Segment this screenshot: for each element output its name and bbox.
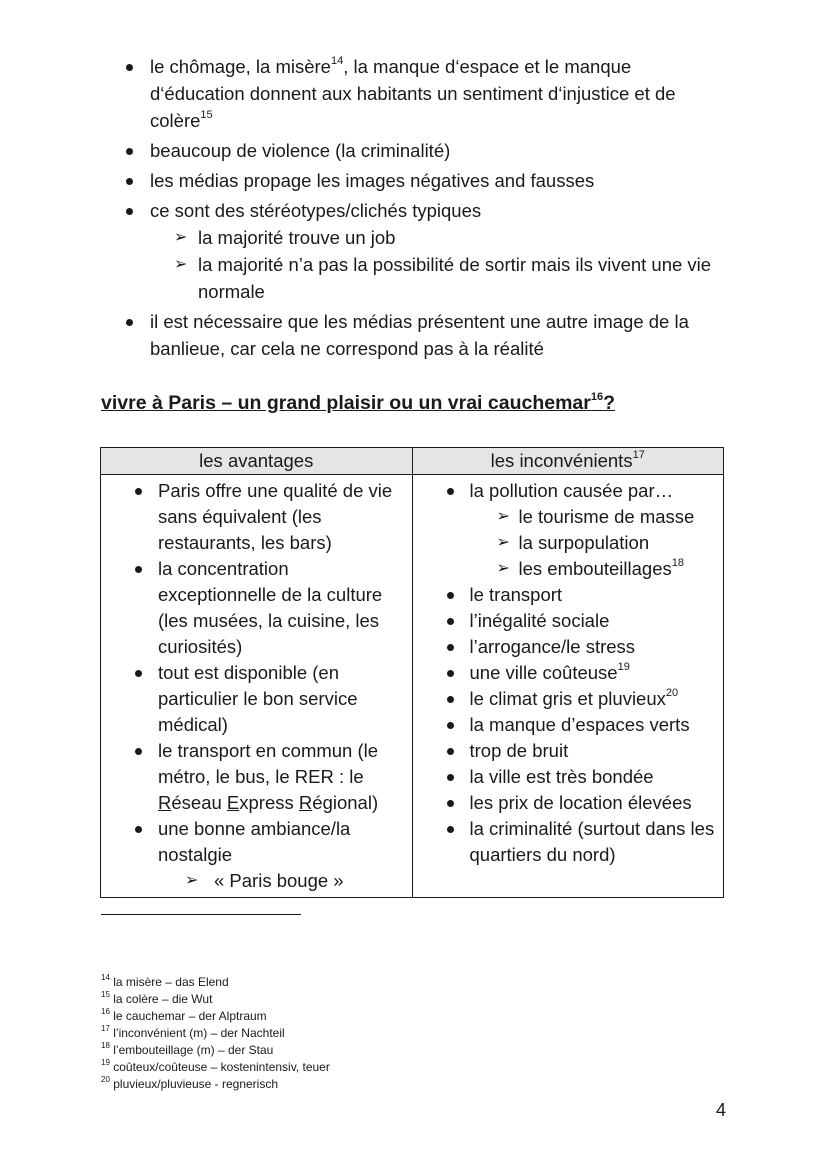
list-item: la concentration exceptionnelle de la culture (les musées, la cuisine, les curiosités) — [101, 556, 412, 660]
bullet-icon — [447, 592, 454, 599]
list-item: la criminalité (surtout dans les quartiers du nord) — [413, 816, 724, 868]
list-item: la ville est très bondée — [413, 764, 724, 790]
list-item: Paris offre une qualité de vie sans équivalent (les restaurants, les bars) — [101, 478, 412, 556]
bullet-icon — [447, 722, 454, 729]
list-item: tout est disponible (en particulier le bon service médical) — [101, 660, 412, 738]
bullet-icon — [126, 148, 133, 155]
sub-list-item: ➢ la surpopulation — [413, 530, 724, 556]
bullet-icon — [447, 826, 454, 833]
sub-list-item: ➢ la majorité trouve un job — [174, 224, 722, 251]
comparison-table — [100, 447, 724, 898]
footnote-ref[interactable]: 19 — [617, 660, 630, 673]
page-number: 4 — [716, 1100, 727, 1120]
list-item: le climat gris et pluvieux$^{20}$ — [413, 686, 724, 712]
footnote: $^{17}$ l’inconvénient (m) – der Nachteil — [101, 1024, 285, 1040]
arrow-bullet-icon: ➢ — [174, 229, 188, 246]
bullet-icon — [126, 208, 133, 215]
list-item: la pollution causée par… — [413, 478, 724, 504]
bullet-icon — [126, 319, 133, 326]
list-item: les médias propage les images négatives and fausses — [122, 167, 722, 194]
list-item: ce sont des stéréotypes/clichés typiques ➢ la majorité trouve un job ➢ la majorité n’a pas la possibilité de sortir mais ils vivent une vie normale — [122, 197, 722, 305]
footnote: $^{19}$ coûteux/coûteuse – kostenintensiv, teuer — [101, 1058, 330, 1074]
arrow-bullet-icon: ➢ — [174, 256, 188, 273]
bullet-icon — [447, 748, 454, 755]
sub-list-item: ➢ la majorité n’a pas la possibilité de sortir mais ils vivent une vie normale — [174, 251, 722, 305]
footnote: $^{16}$ le cauchemar – der Alptraum — [101, 1007, 267, 1023]
sub-list — [150, 224, 722, 305]
list-item: il est nécessaire que les médias présentent une autre image de la banlieue, car cela ne correspond pas à la réalité — [122, 308, 722, 362]
bullet-icon — [135, 566, 142, 573]
footnote-separator — [101, 914, 301, 915]
bullet-icon — [135, 670, 142, 677]
list-item: beaucoup de violence (la criminalité) — [122, 137, 722, 164]
sub-list-item: ➢ « Paris bouge » — [101, 868, 412, 894]
arrow-bullet-icon: ➢ — [496, 560, 510, 577]
sub-list-item: ➢ les embouteillages$^{18}$ — [413, 556, 724, 582]
intro-bullet-list — [122, 53, 722, 365]
bullet-icon — [135, 826, 142, 833]
advantages-cell — [101, 475, 413, 898]
bullet-icon — [447, 670, 454, 677]
footnotes — [101, 974, 330, 1093]
bullet-icon — [447, 644, 454, 651]
bullet-icon — [447, 800, 454, 807]
bullet-icon — [126, 64, 133, 71]
footnote: $^{15}$ la colère – die Wut — [101, 990, 213, 1006]
bullet-icon — [447, 488, 454, 495]
footnote-ref[interactable]: 16 — [590, 390, 604, 403]
list-item: le transport — [413, 582, 724, 608]
footnote: $^{18}$ l’embouteillage (m) – der Stau — [101, 1041, 274, 1057]
footnote-ref[interactable]: 18 — [671, 556, 684, 569]
arrow-bullet-icon: ➢ — [496, 508, 510, 525]
arrow-bullet-icon: ➢ — [496, 534, 510, 551]
footnote-ref[interactable]: 20 — [665, 686, 679, 699]
list-item: trop de bruit — [413, 738, 724, 764]
bullet-icon — [135, 748, 142, 755]
footnote: $^{14}$ la misère – das Elend — [101, 973, 229, 989]
column-header-disadvantages: les inconvénients$^{17}$ — [412, 448, 724, 475]
list-item: les prix de location élevées — [413, 790, 724, 816]
disadvantages-cell — [412, 475, 724, 898]
list-item: le chômage, la misère$^{14}$, la manque d‘espace et le manque d‘éducation donnent aux habitants un sentiment d‘injustice et de colère$^{15}$ — [122, 53, 722, 134]
bullet-icon — [135, 488, 142, 495]
bullet-icon — [447, 696, 454, 703]
list-item: la manque d’espaces verts — [413, 712, 724, 738]
list-item: une ville coûteuse$^{19}$ — [413, 660, 724, 686]
sub-list-item: ➢ le tourisme de masse — [413, 504, 724, 530]
arrow-bullet-icon: ➢ — [185, 872, 199, 889]
list-item: une bonne ambiance/la nostalgie — [101, 816, 412, 868]
list-item: l’arrogance/le stress — [413, 634, 724, 660]
column-header-advantages: les avantages — [101, 448, 413, 475]
list-item: le transport en commun (le métro, le bus, le RER : le Réseau Express Régional) — [101, 738, 412, 816]
section-heading: vivre à Paris – un grand plaisir ou un vrai cauchemar$^{16}$? — [101, 390, 616, 414]
footnote-ref[interactable]: 15 — [200, 108, 213, 121]
footnote: $^{20}$ pluvieux/pluvieuse - regnerisch — [101, 1075, 279, 1091]
bullet-icon — [447, 618, 454, 625]
list-item: l’inégalité sociale — [413, 608, 724, 634]
bullet-icon — [126, 178, 133, 185]
bullet-icon — [447, 774, 454, 781]
footnote-ref[interactable]: 14 — [330, 54, 344, 67]
footnote-ref[interactable]: 17 — [632, 448, 645, 461]
